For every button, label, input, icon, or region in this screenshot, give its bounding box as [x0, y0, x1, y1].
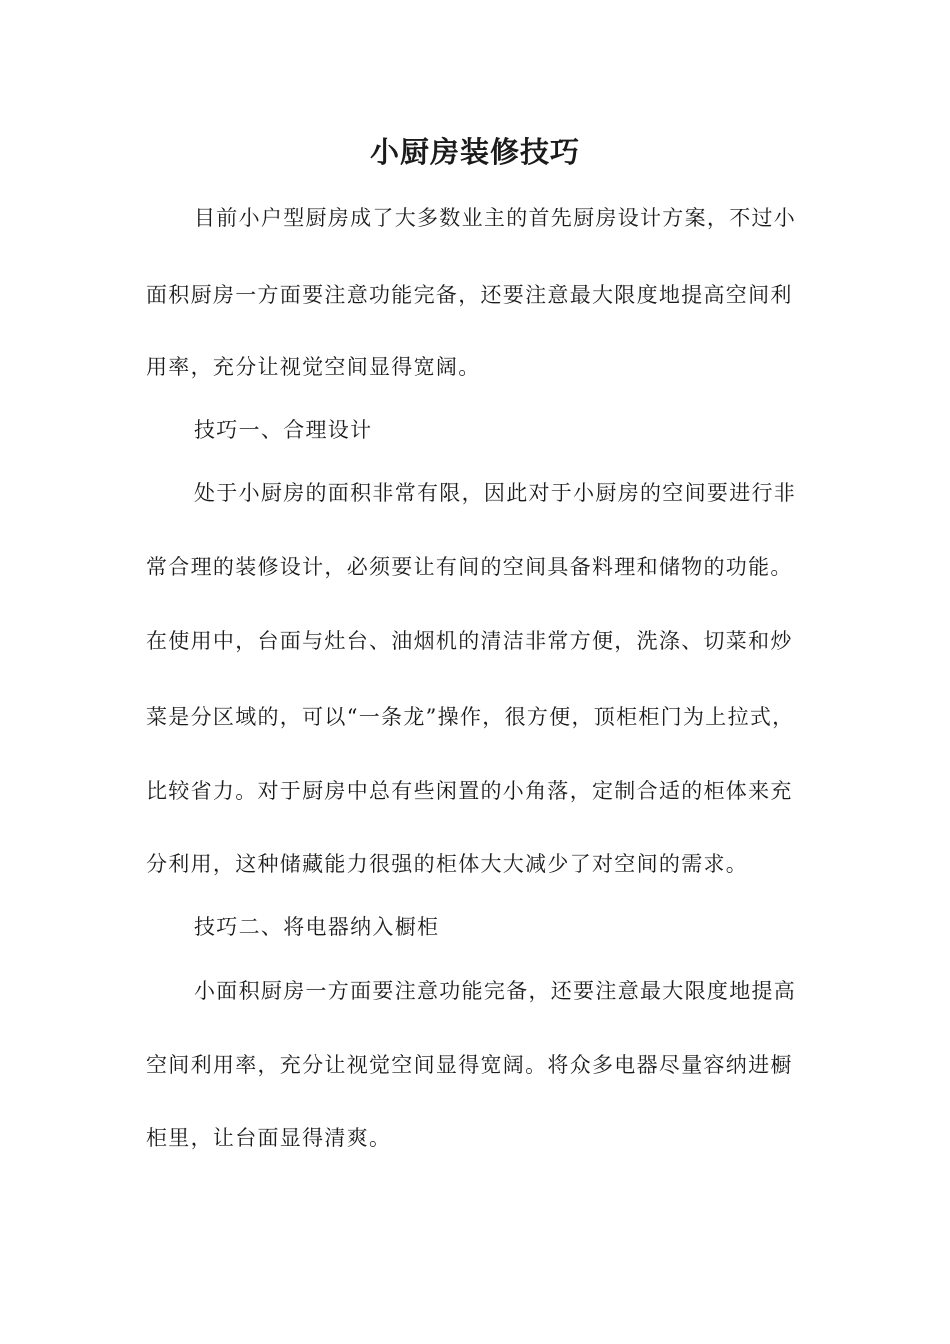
paragraph-line: 分利用，这种储藏能力很强的柜体大大减少了对空间的需求。	[146, 852, 749, 876]
paragraph-line: 面积厨房一方面要注意功能完备，还要注意最大限度地提高空间利	[146, 283, 793, 307]
section-heading: 技巧二、将电器纳入橱柜	[194, 915, 440, 939]
paragraph-line: 常合理的装修设计，必须要让有间的空间具备料理和储物的功能。	[146, 555, 793, 579]
paragraph-line: 处于小厨房的面积非常有限，因此对于小厨房的空间要进行非	[194, 481, 797, 505]
paragraph-line: 小面积厨房一方面要注意功能完备，还要注意最大限度地提高	[194, 979, 797, 1003]
paragraph-line: 比较省力。对于厨房中总有些闲置的小角落，定制合适的柜体来充	[146, 779, 793, 803]
page-title: 小厨房装修技巧	[369, 135, 580, 169]
paragraph-line: 菜是分区域的，可以“一条龙”操作，很方便，顶柜柜门为上拉式，	[146, 705, 795, 729]
paragraph-line: 空间利用率，充分让视觉空间显得宽阔。将众多电器尽量容纳进橱	[146, 1053, 793, 1077]
section-heading: 技巧一、合理设计	[194, 418, 373, 442]
paragraph-line: 在使用中，台面与灶台、油烟机的清洁非常方便，洗涤、切菜和炒	[146, 629, 793, 653]
paragraph-line: 柜里，让台面显得清爽。	[146, 1126, 392, 1150]
paragraph-line: 目前小户型厨房成了大多数业主的首先厨房设计方案，不过小	[194, 206, 797, 230]
paragraph-line: 用率，充分让视觉空间显得宽阔。	[146, 355, 481, 379]
